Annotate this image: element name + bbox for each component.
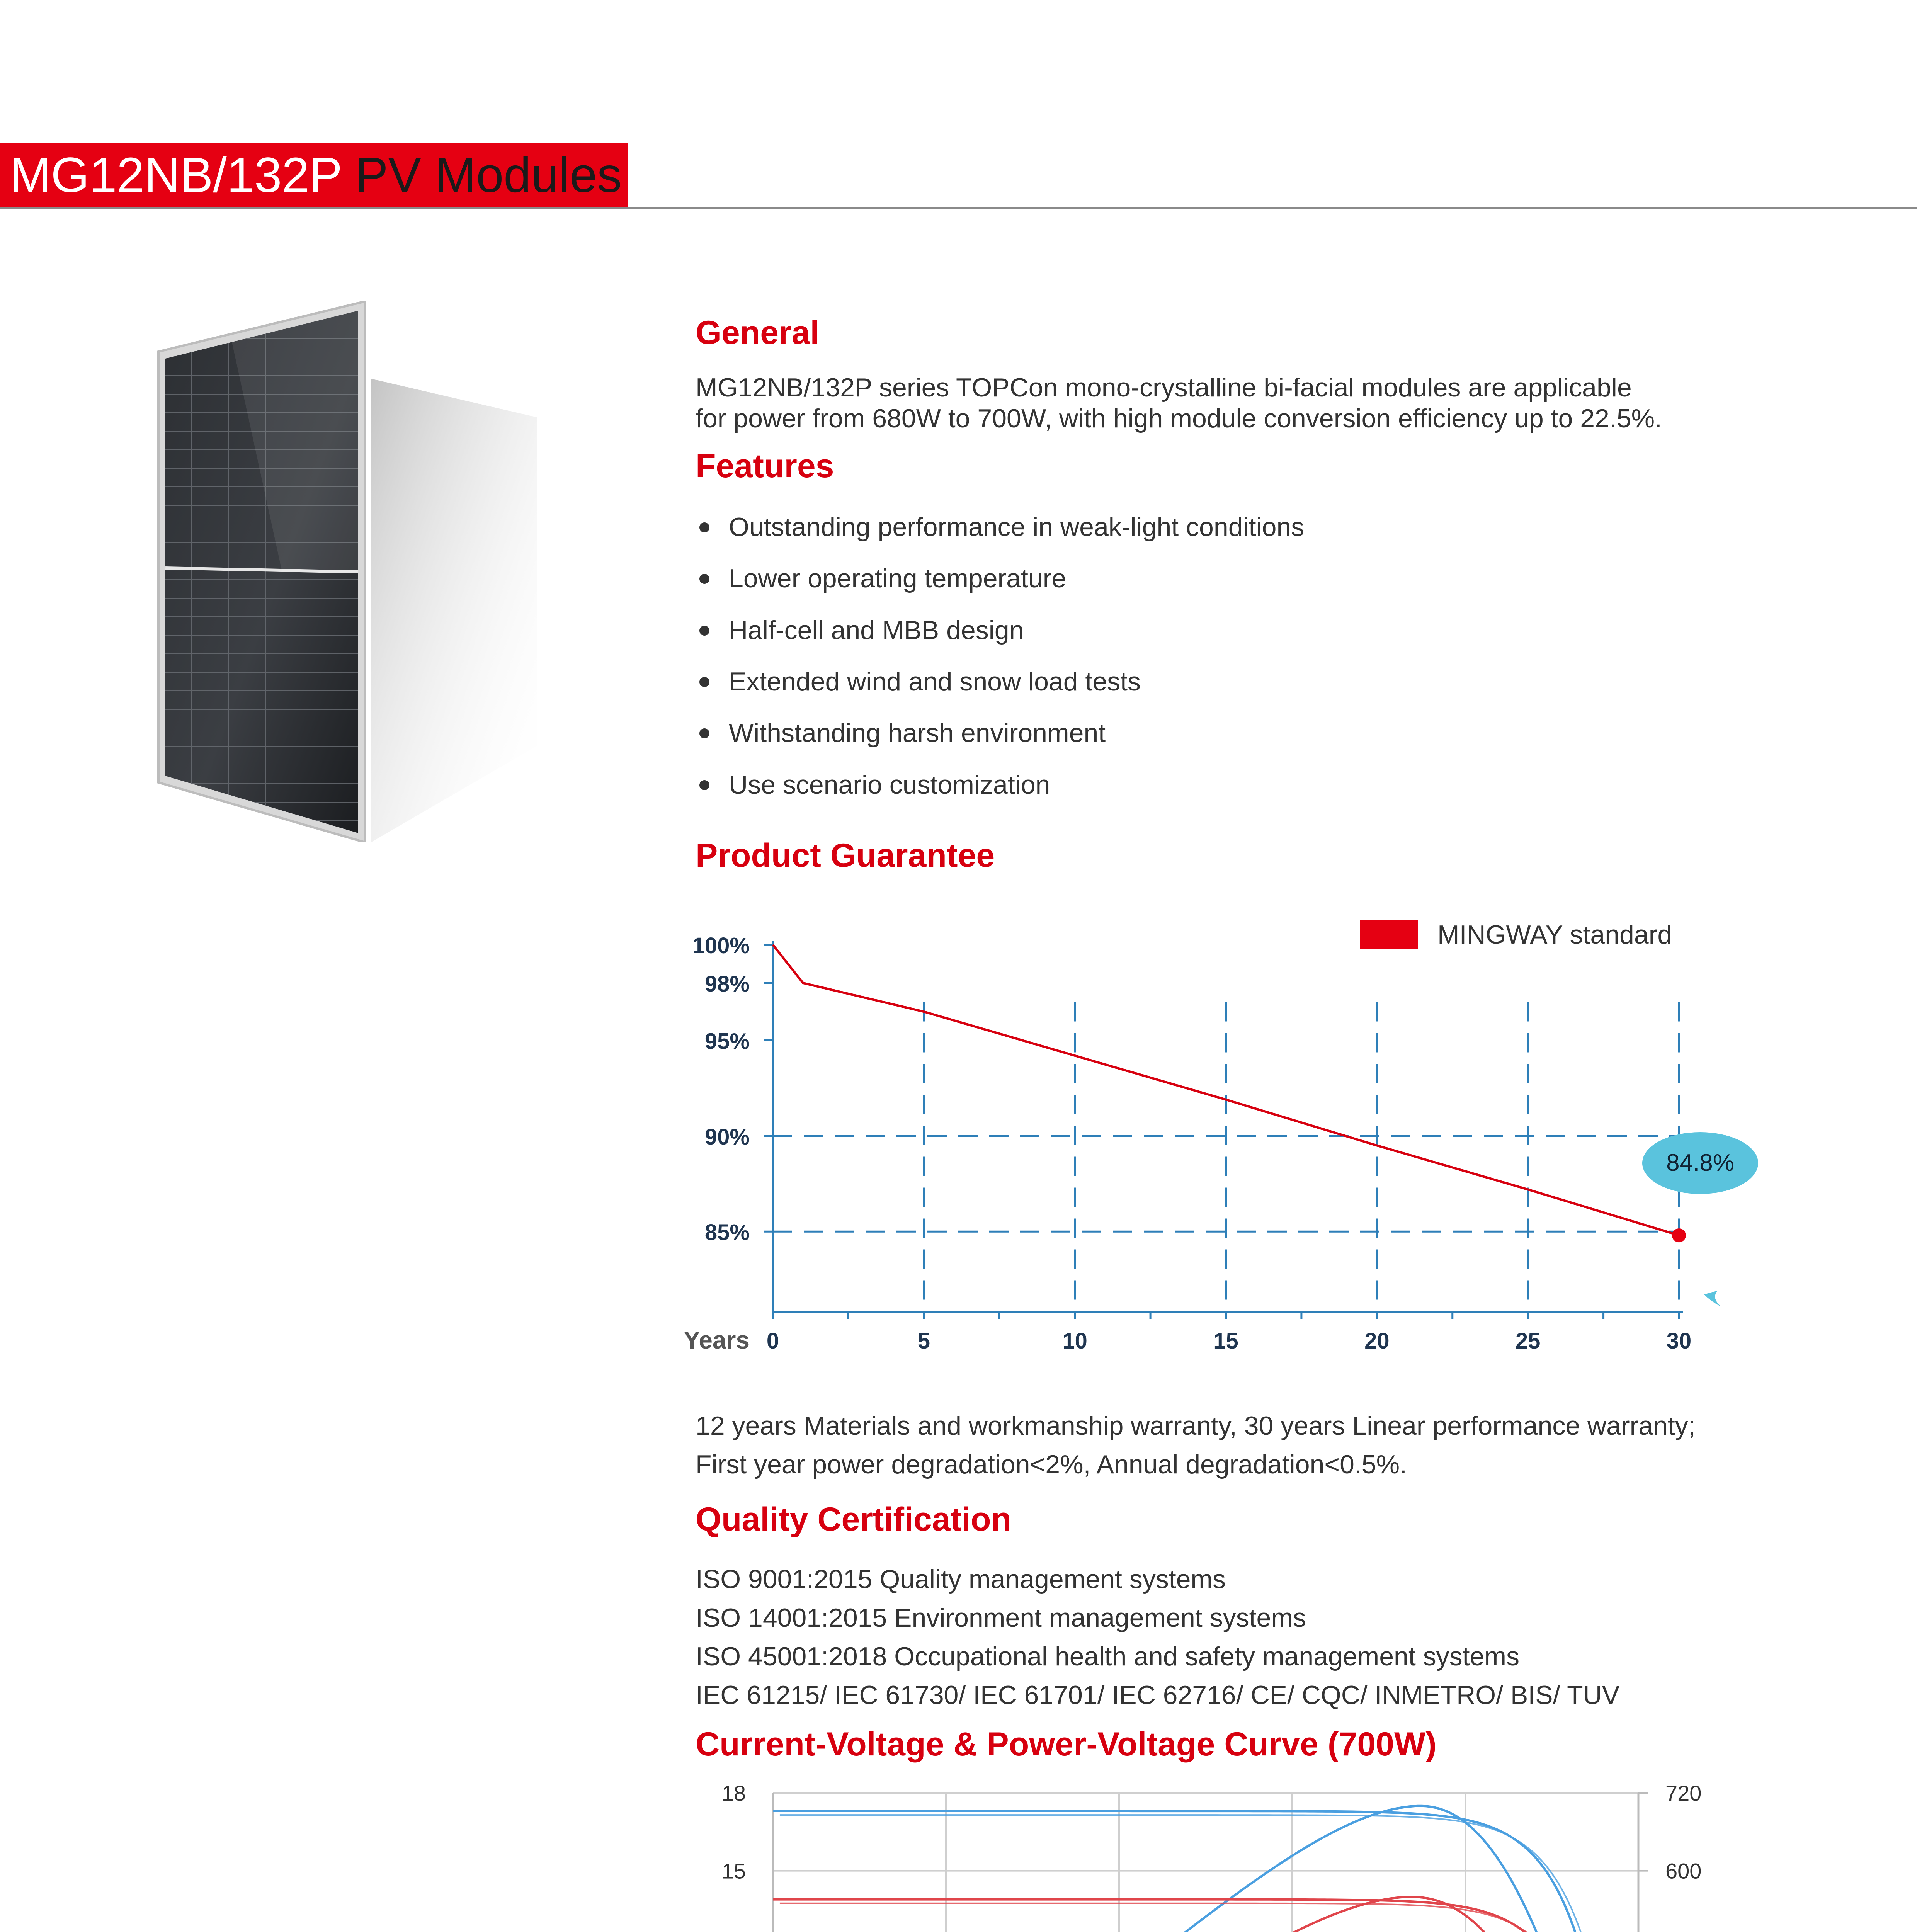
legend-label: MINGWAY standard — [1437, 920, 1672, 949]
bullet-icon — [699, 677, 709, 687]
series-lines — [773, 1806, 1637, 1932]
x-tick-label: 5 — [917, 1328, 930, 1354]
chart-axes — [773, 1793, 1648, 1932]
x-tick-label: 10 — [1062, 1328, 1087, 1354]
warranty-text-line-2: First year power degradation<2%, Annual degradation<0.5%. — [696, 1450, 1407, 1479]
y-tick-label: 18 — [721, 1781, 746, 1805]
feature-item: Use scenario customization — [699, 770, 1050, 800]
general-text-line-1: MG12NB/132P series TOPCon mono-crystalline bi-facial modules are applicable — [696, 373, 1632, 402]
guarantee-heading: Product Guarantee — [696, 837, 995, 874]
y2-tick-label: 720 — [1665, 1781, 1702, 1805]
series-lines — [773, 945, 1686, 1242]
title-suffix: PV Modules — [355, 148, 622, 203]
certification-item: ISO 9001:2015 Quality management systems — [696, 1565, 1226, 1594]
x-tick-label: 25 — [1515, 1328, 1541, 1354]
y-tick-label: 85% — [704, 1220, 750, 1245]
warranty-text-line-1: 12 years Materials and workmanship warranty, 30 years Linear performance warranty; — [696, 1411, 1696, 1440]
general-text-line-2: for power from 680W to 700W, with high module conversion efficiency up to 22.5%. — [696, 404, 1662, 433]
product-image — [155, 301, 537, 842]
iv-curve — [773, 1900, 1624, 1932]
tick-labels — [722, 1781, 1702, 1932]
x-axis-label: Years — [684, 1326, 750, 1354]
y-tick-label: 95% — [704, 1029, 750, 1054]
y-tick-label: 15 — [721, 1859, 746, 1883]
x-tick-label: 0 — [766, 1328, 779, 1354]
feature-item: Extended wind and snow load tests — [699, 667, 1141, 697]
curves-heading: Current-Voltage & Power-Voltage Curve (700W) — [696, 1726, 1437, 1763]
certification-item: IEC 61215/ IEC 61730/ IEC 61701/ IEC 62716/ CE/ CQC/ INMETRO/ BIS/ TUV — [696, 1680, 1620, 1710]
model-name: MG12NB/132P — [10, 148, 342, 203]
value-callout — [1642, 1132, 1758, 1307]
features-heading: Features — [696, 447, 834, 485]
general-heading: General — [696, 314, 820, 351]
bullet-icon — [699, 728, 709, 738]
page-title — [10, 143, 622, 208]
pv-curve — [773, 1897, 1624, 1932]
y-tick-label: 100% — [692, 933, 750, 958]
bullet-icon — [699, 522, 709, 532]
certification-item: ISO 14001:2015 Environment management systems — [696, 1603, 1306, 1633]
x-tick-label: 30 — [1666, 1328, 1692, 1354]
warranty-chart — [657, 908, 1778, 1372]
bullet-icon — [699, 626, 709, 636]
feature-item: Withstanding harsh environment — [699, 718, 1106, 748]
solar-panel-illustration — [155, 301, 537, 842]
bullet-icon — [699, 780, 709, 790]
feature-item: Lower operating temperature — [699, 563, 1066, 594]
pv-curve — [773, 1806, 1630, 1932]
legend-swatch — [1360, 920, 1418, 949]
quality-heading: Quality Certification — [696, 1501, 1012, 1538]
chart-axes — [764, 941, 1683, 1319]
y2-tick-label: 600 — [1665, 1859, 1702, 1883]
y-tick-label: 90% — [704, 1124, 750, 1150]
y-tick-label: 98% — [704, 971, 750, 997]
x-tick-label: 20 — [1364, 1328, 1390, 1354]
callout-label: 84.8% — [1666, 1150, 1734, 1176]
end-point-marker — [1672, 1228, 1686, 1242]
grid-lines — [773, 1793, 1638, 1932]
certification-item: ISO 45001:2018 Occupational health and safety management systems — [696, 1642, 1519, 1671]
feature-item: Half-cell and MBB design — [699, 615, 1024, 645]
x-tick-label: 15 — [1213, 1328, 1238, 1354]
tick-labels — [684, 933, 1691, 1354]
feature-item: Outstanding performance in weak-light conditions — [699, 512, 1304, 542]
guide-lines — [773, 1002, 1679, 1310]
iv-curve-chart — [657, 1770, 1778, 1932]
bullet-icon — [699, 574, 709, 584]
